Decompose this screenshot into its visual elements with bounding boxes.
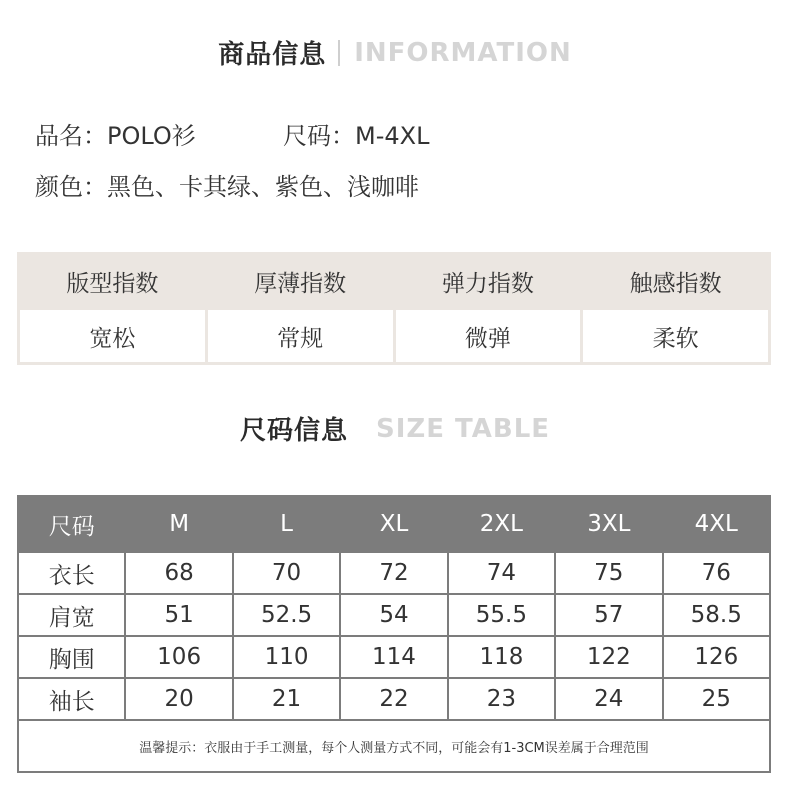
size-note: 温馨提示：衣服由于手工测量，每个人测量方式不同，可能会有1-3CM误差属于合理范围 (18, 720, 770, 772)
size-cell: 58.5 (663, 594, 770, 636)
size-cell: 20 (125, 678, 232, 720)
index-header-fit: 版型指数 (19, 254, 207, 309)
size-header-cell: 4XL (663, 496, 770, 552)
size-cell: 51 (125, 594, 232, 636)
size-row-shoulder (18, 594, 770, 636)
index-value-row (19, 309, 770, 364)
product-info-heading (0, 34, 790, 71)
size-cell: 68 (125, 552, 232, 594)
size-cell: 55.5 (448, 594, 555, 636)
size-header-cell: 尺码 (18, 496, 125, 552)
title-divider (338, 40, 340, 66)
size-cell: 122 (555, 636, 662, 678)
size-info-heading (0, 410, 790, 447)
size-cell: 110 (233, 636, 340, 678)
index-table (17, 252, 771, 365)
product-color-line (35, 167, 419, 202)
size-cell: 胸围 (18, 636, 125, 678)
size-cell: 袖长 (18, 678, 125, 720)
size-note-row (18, 720, 770, 772)
size-cell: 70 (233, 552, 340, 594)
size-cell: 衣长 (18, 552, 125, 594)
size-row-chest (18, 636, 770, 678)
size-info-title: 尺码信息 (239, 416, 348, 446)
size-cell: 76 (663, 552, 770, 594)
size-cell: 114 (340, 636, 447, 678)
size-cell: 54 (340, 594, 447, 636)
index-value-fit: 宽松 (19, 309, 207, 364)
index-header-elasticity: 弹力指数 (394, 254, 582, 309)
size-cell: 74 (448, 552, 555, 594)
size-cell: 75 (555, 552, 662, 594)
index-header-row (19, 254, 770, 309)
size-cell: 24 (555, 678, 662, 720)
index-header-thickness: 厚薄指数 (206, 254, 394, 309)
size-header-cell: 2XL (448, 496, 555, 552)
index-value-thickness: 常规 (206, 309, 394, 364)
size-cell: 22 (340, 678, 447, 720)
product-name: 品名：POLO衫 (35, 122, 196, 150)
size-cell: 118 (448, 636, 555, 678)
size-header-cell: XL (340, 496, 447, 552)
product-info-title-en: INFORMATION (354, 37, 572, 68)
product-size-range: 尺码：M-4XL (283, 122, 430, 150)
size-cell: 57 (555, 594, 662, 636)
product-info-title: 商品信息 (218, 40, 327, 70)
product-colors: 颜色：黑色、卡其绿、紫色、浅咖啡 (35, 173, 419, 201)
product-size-line (283, 116, 429, 151)
size-cell: 21 (233, 678, 340, 720)
size-header-row (18, 496, 770, 552)
index-value-elasticity: 微弹 (394, 309, 582, 364)
size-cell: 52.5 (233, 594, 340, 636)
index-header-touch: 触感指数 (582, 254, 770, 309)
size-cell: 72 (340, 552, 447, 594)
size-cell: 肩宽 (18, 594, 125, 636)
size-header-cell: M (125, 496, 232, 552)
size-header-cell: L (233, 496, 340, 552)
index-value-touch: 柔软 (582, 309, 770, 364)
size-info-title-en: SIZE TABLE (375, 413, 551, 444)
size-header-cell: 3XL (555, 496, 662, 552)
size-table (17, 495, 771, 773)
size-cell: 23 (448, 678, 555, 720)
size-cell: 25 (663, 678, 770, 720)
product-name-line (35, 116, 196, 151)
size-cell: 126 (663, 636, 770, 678)
size-cell: 106 (125, 636, 232, 678)
size-row-length (18, 552, 770, 594)
size-row-sleeve (18, 678, 770, 720)
